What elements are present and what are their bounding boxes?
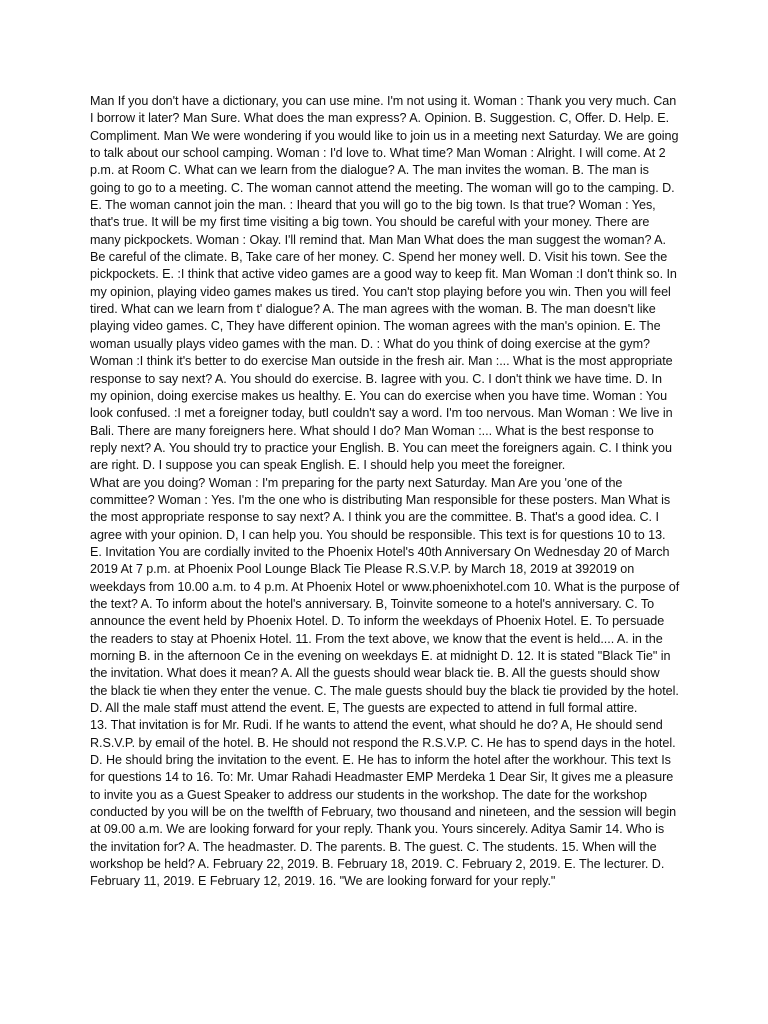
document-page [90,93,680,891]
paragraph-invitation: What are you doing? Woman : I'm preparing for the party next Saturday. Man Are you 'one of the committee? Woman : Yes. I'm the one who is distributing Man responsible for these posters. Man What is the most appropriate response to say next? A. I think you are the committee. B. That's a good idea. C. I agree with your opinion. D, I can help you. You should be responsible. This text is for questions 10 to 13. E. Invitation You are cordially invited to the Phoenix Hotel's 40th Anniversary On Wednesday 20 of March 2019 At 7 p.m. at Phoenix Pool Lounge Black Tie Please R.S.V.P. by March 18, 2019 at 392019 on weekdays from 10.00 a.m. to 4 p.m. At Phoenix Hotel or www.phoenixhotel.com 10. What is the purpose of the text? A. To inform about the hotel's anniversary. B, Toinvite someone to a hotel's anniversary. C. To announce the event held by Phoenix Hotel. D. To inform the weekdays of Phoenix Hotel. E. To persuade the readers to stay at Phoenix Hotel. 11. From the text above, we know that the event is held.... A. in the morning B. in the afternoon Ce in the evening on weekdays E. at midnight D. 12. It is stated "Black Tie" in the invitation. What does it mean? A. All the guests should wear black tie. B. All the guests should show the black tie when they enter the venue. C. The male guests should buy the black tie provided by the hotel. D. All the male staff must attend the event. E, The guests are expected to attend in full formal attire. [90,475,680,716]
paragraph-questions: 13. That invitation is for Mr. Rudi. If he wants to attend the event, what should he do? A, He should send R.S.V.P. by email of the hotel. B. He should not respond the R.S.V.P. C. He has to spend days in the hotel. D. He should bring the invitation to the event. E. He has to inform the hotel after the workhour. This text Is for questions 14 to 16. To: Mr. Umar Rahadi Headmaster EMP Merdeka 1 Dear Sir, It gives me a pleasure to invite you as a Guest Speaker to address our students in the workshop. The date for the workshop conducted by you will be on the twelfth of February, two thousand and nineteen, and the session will begin at 09.00 a.m. We are looking forward for your reply. Thank you. Yours sincerely. Aditya Samir 14. Who is the invitation for? A. The headmaster. D. The parents. B. The guest. C. The students. 15. When will the workshop be held? A. February 22, 2019. B. February 18, 2019. C. February 2, 2019. E. The lecturer. D. February 11, 2019. E February 12, 2019. 16. "We are looking forward for your reply." [90,718,677,889]
paragraph-dialogues: Man If you don't have a dictionary, you can use mine. I'm not using it. Woman : Thank you very much. Can I borrow it later? Man Sure. What does the man express? A. Opinion. B. Suggestion. C, Offer. D. Help. E. Compliment. Man We were wondering if you would like to join us in a meeting next Saturday. We are going to talk about our school camping. Woman : I'd love to. What time? Man Woman : Alright. I will come. At 2 p.m. at Room C. What can we learn from the dialogue? A. The man invites the woman. B. The man is going to go to a meeting. C. The woman cannot attend the meeting. The woman will go to the camping. D. E. The woman cannot join the man. : Iheard that you will go to the big town. Is that true? Woman : Yes, that's true. It will be my first time visiting a big town. You should be careful with your money. There are many pickpockets. Woman : Okay. I'll remind that. Man Man What does the man suggest the woman? A. Be careful of the climate. B, Take care of her money. C. Spend her money well. D. Visit his town. See the pickpockets. E. :I think that active video games are a good way to keep fit. Man Woman :I don't think so. In my opinion, playing video games makes us tired. You can't stop playing before you win. Then you will feel tired. What can we learn from t' dialogue? A. The man agrees with the woman. B. The man doesn't like playing video games. C, They have different opinion. The woman agrees with the man's opinion. E. The woman usually plays video games with the man. D. : What do you think of doing exercise at the gym? Woman :I think it's better to do exercise Man outside in the fresh air. Man :... What is the most appropriate response to say next? A. You should do exercise. B. Iagree with you. C. I don't think we have time. D. In my opinion, doing exercise makes us healthy. E. You can do exercise when you have time. Woman : You look confused. :I met a foreigner today, butI couldn't say a word. I'm too nervous. Man Woman : We live in Bali. There are many foreigners here. What should I do? Man Woman :... What is the best response to reply next? A. You should try to practice your English. B. You can meet the foreigners again. C. I think you are right. D. I suppose you can speak English. E. I should help you meet the foreigner. [90,94,679,473]
